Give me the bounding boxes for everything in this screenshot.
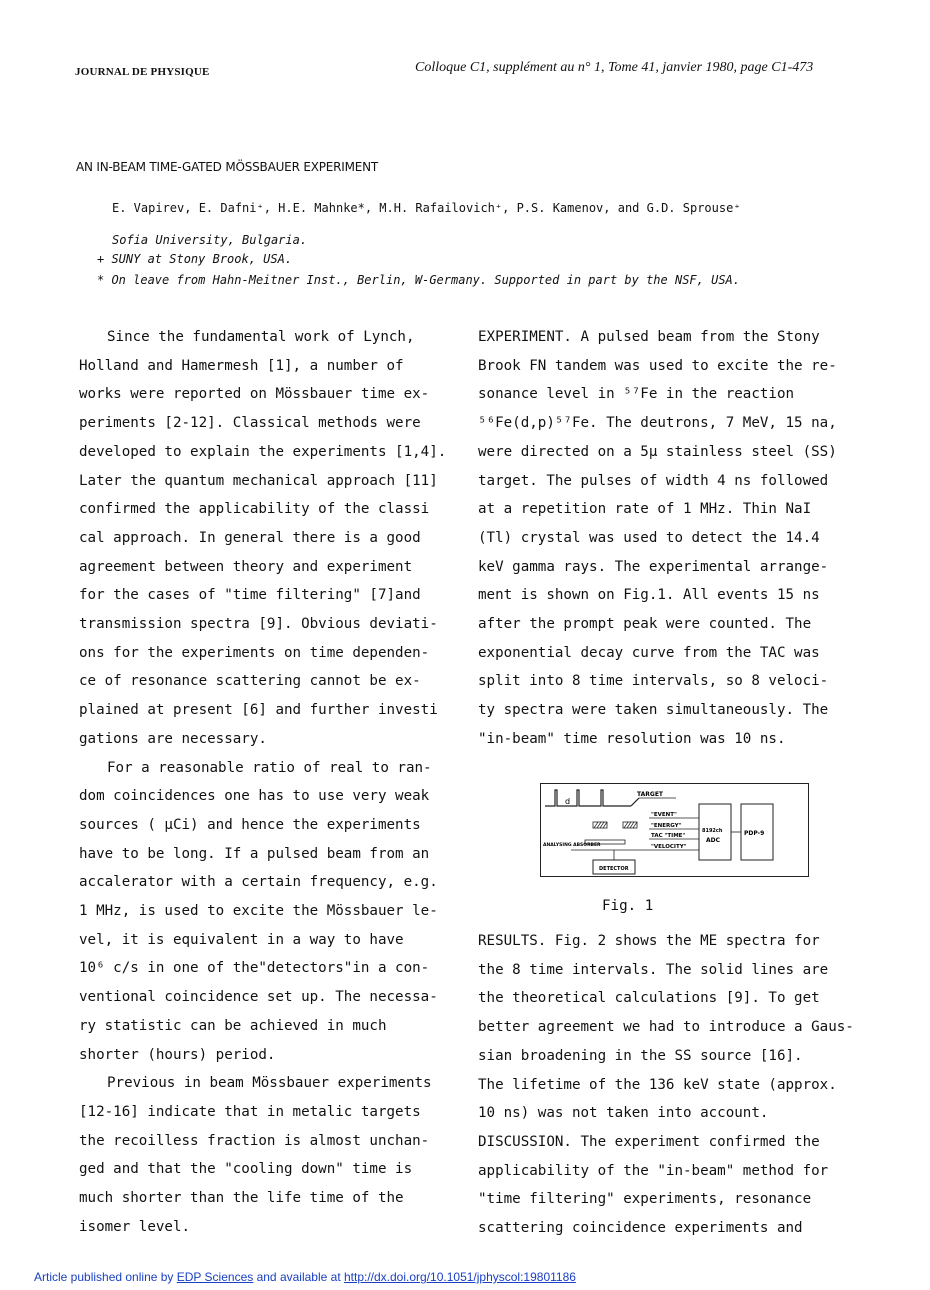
paper-title: AN IN-BEAM TIME-GATED MÖSSBAUER EXPERIMENT [76, 160, 379, 174]
text-line: exponential decay curve from the TAC was [478, 644, 820, 661]
figure-caption: Fig. 1 [602, 898, 654, 914]
text-line: agreement between theory and experiment [79, 558, 413, 575]
text-line: Since the fundamental work of Lynch, [107, 329, 415, 345]
text-line: RESULTS. Fig. 2 shows the ME spectra for [478, 933, 820, 949]
text-line: gations are necessary. [79, 730, 267, 747]
velocity-label: "VELOCITY" [651, 844, 687, 850]
text-line: accalerator with a certain frequency, e.g. [79, 874, 438, 891]
text-line: Brook FN tandem was used to excite the re- [478, 357, 837, 374]
text-line: plained at present [6] and further investi [79, 702, 438, 719]
right-column-top [478, 323, 853, 754]
text-line: better agreement we had to introduce a Gaus- [478, 1019, 854, 1036]
footer-prefix: Article published online by [34, 1270, 177, 1284]
text-line: periments [2-12]. Classical methods were [79, 415, 421, 432]
source-hatch [594, 822, 607, 828]
affiliation-sofia: Sofia University, Bulgaria. [112, 233, 308, 247]
tac-time-label: TAC "TIME" [651, 833, 686, 839]
text-line: For a reasonable ratio of real to ran- [107, 759, 432, 776]
left-column [79, 323, 454, 1242]
text-line: cal approach. In general there is a good [79, 529, 421, 546]
target-line [631, 798, 639, 806]
text-line: works were reported on Mössbauer time ex- [79, 386, 430, 403]
text-line: "in-beam" time resolution was 10 ns. [478, 730, 786, 747]
text-line: developed to explain the experiments [1,4]. [79, 443, 447, 460]
text-line: sian broadening in the SS source [16]. [478, 1047, 803, 1064]
text-line: much shorter than the life time of the [79, 1190, 404, 1207]
text-line: target. The pulses of width 4 ns followed [478, 472, 829, 489]
experiment-schematic [541, 784, 808, 876]
text-line: applicability of the "in-beam" method for [478, 1162, 829, 1179]
event-label: "EVENT" [651, 812, 677, 818]
text-line: the 8 time intervals. The solid lines are [478, 961, 829, 978]
beam-pulse-line [545, 790, 631, 806]
target-label: TARGET [637, 791, 664, 798]
text-line: the theoretical calculations [9]. To get [478, 990, 820, 1007]
text-line: [12-16] indicate that in metalic targets [79, 1103, 421, 1120]
right-column-bottom [478, 927, 858, 1243]
citation-line: Colloque C1, supplément au n° 1, Tome 41, janvier 1980, page C1-473 [415, 60, 814, 75]
detector-label: DETECTOR [599, 866, 629, 872]
text-line: ged and that the "cooling down" time is [79, 1161, 413, 1178]
text-line: ment is shown on Fig.1. All events 15 ns [478, 587, 820, 604]
text-line: 10 ns) was not taken into account. [478, 1105, 769, 1122]
text-line: Later the quantum mechanical approach [11] [79, 472, 438, 489]
text-line: (Tl) crystal was used to detect the 14.4 [478, 529, 820, 546]
text-line: ty spectra were taken simultaneously. The [478, 702, 829, 719]
author-list: E. Vapirev, E. Dafni⁺, H.E. Mahnke*, M.H. Rafailovich⁺, P.S. Kamenov, and G.D. Sprouse⁺ [112, 201, 741, 215]
text-line: ventional coincidence set up. The necessa- [79, 989, 438, 1006]
text-line: ry statistic can be achieved in much [79, 1017, 387, 1034]
text-line: sources ( μCi) and hence the experiments [79, 816, 421, 833]
text-line: Previous in beam Mössbauer experiments [107, 1075, 432, 1092]
text-line: The lifetime of the 136 keV state (approx. [478, 1076, 837, 1093]
adc-label: ADC [706, 837, 721, 844]
text-line: at a repetition rate of 1 MHz. Thin NaI [478, 501, 812, 518]
adc-channels-label: 8192ch [702, 828, 723, 834]
text-line: were directed on a 5μ stainless steel (SS) [478, 443, 837, 460]
text-line: 1 MHz, is used to excite the Mössbauer le- [79, 903, 438, 920]
text-line: ons for the experiments on time dependen- [79, 644, 430, 661]
text-line: sonance level in ⁵⁷Fe in the reaction [478, 386, 795, 403]
text-line: EXPERIMENT. A pulsed beam from the Stony [478, 329, 820, 345]
text-line: DISCUSSION. The experiment confirmed the [478, 1133, 820, 1150]
text-line: after the prompt peak were counted. The [478, 616, 812, 633]
text-line: for the cases of "time filtering" [7]and [79, 587, 421, 604]
text-line: vel, it is equivalent in a way to have [79, 931, 404, 948]
footer-middle: and available at [253, 1270, 344, 1284]
doi-link[interactable]: http://dx.doi.org/10.1051/jphyscol:19801186 [343, 1270, 576, 1284]
absorber-hatch [624, 822, 637, 828]
text-line: keV gamma rays. The experimental arrange- [478, 558, 829, 575]
energy-label: "ENERGY" [651, 823, 682, 829]
text-line: shorter (hours) period. [79, 1046, 276, 1063]
text-line: dom coincidences one has to use very weak [79, 788, 430, 805]
pdp-label: PDP-9 [744, 830, 765, 837]
deuteron-label: d [565, 797, 571, 806]
text-line: confirmed the applicability of the classi [79, 501, 430, 518]
text-line: isomer level. [79, 1218, 191, 1235]
edp-sciences-link[interactable]: EDP Sciences [176, 1270, 254, 1284]
affiliation-hahn-meitner: * On leave from Hahn-Meitner Inst., Berlin, W-Germany. Supported in part by the NSF, USA. [97, 273, 740, 287]
text-line: scattering coincidence experiments and [478, 1220, 803, 1237]
text-line: 10⁶ c/s in one of the"detectors"in a con- [79, 960, 430, 977]
journal-name: JOURNAL DE PHYSIQUE [75, 66, 210, 78]
text-line: split into 8 time intervals, so 8 veloci- [478, 673, 829, 690]
text-line: transmission spectra [9]. Obvious deviati- [79, 616, 438, 633]
text-line: Holland and Hamermesh [1], a number of [79, 357, 404, 374]
text-line: ce of resonance scattering cannot be ex- [79, 673, 421, 690]
text-line: have to be long. If a pulsed beam from an [79, 845, 430, 862]
footer [34, 1270, 576, 1284]
text-line: the recoilless fraction is almost unchan- [79, 1132, 430, 1149]
text-line: "time filtering" experiments, resonance [478, 1191, 812, 1208]
affiliation-suny: + SUNY at Stony Brook, USA. [97, 252, 293, 266]
absorber-label: ANALYSING ABSORBER [543, 843, 601, 848]
figure-1-diagram [540, 783, 809, 877]
text-line: ⁵⁶Fe(d,p)⁵⁷Fe. The deutrons, 7 MeV, 15 na, [478, 415, 837, 432]
